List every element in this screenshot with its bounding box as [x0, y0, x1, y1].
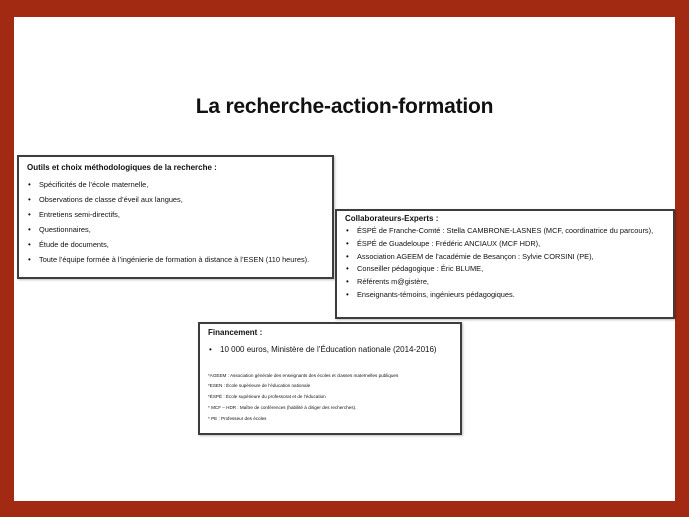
- funding-heading: Financement :: [208, 328, 263, 337]
- list-item: • Étude de documents,: [27, 240, 324, 250]
- footnotes: [208, 373, 452, 422]
- list-item: • Entretiens semi-directifs,: [27, 210, 324, 220]
- collaborators-heading: Collaborateurs-Experts :: [345, 214, 439, 223]
- list-item: • Questionnaires,: [27, 225, 324, 235]
- list-item: • Référents m@gistère,: [345, 277, 665, 287]
- list-item: • Enseignants-témoins, ingénieurs pédagogiques.: [345, 290, 665, 300]
- list-item: • Toute l’équipe formée à l’ingénierie de formation à distance à l’ESEN (110 heures).: [27, 255, 324, 265]
- collaborators-box: [335, 209, 675, 319]
- footnote: * MCF – HDR : Maître de conférences (habilité à diriger des recherches).: [208, 404, 357, 410]
- tools-methods-heading: Outils et choix méthodologiques de la recherche :: [27, 163, 217, 172]
- footnote: *ESEN : École supérieure de l’éducation nationale: [208, 383, 311, 389]
- slide-title: La recherche-action-formation: [195, 95, 494, 118]
- tools-methods-list: [27, 180, 324, 265]
- list-item: • 10 000 euros, Ministère de l’Éducation nationale (2014-2016): [208, 345, 452, 355]
- funding-box: [198, 322, 462, 435]
- tools-methods-box: [17, 155, 334, 279]
- list-item: • ÉSPÉ de Guadeloupe : Frédéric ANCIAUX (MCF HDR),: [345, 239, 665, 249]
- footnote: *ÉSPÉ : École supérieure du professorat et de l’éducation: [208, 394, 326, 400]
- list-item: • Spécificités de l’école maternelle,: [27, 180, 324, 190]
- list-item: • Observations de classe d’éveil aux langues,: [27, 195, 324, 205]
- slide: [14, 17, 675, 501]
- footnote: * PE : Professeur des écoles: [208, 415, 267, 421]
- footnote: *AGEEM : Association générale des enseignants des écoles et classes maternelles publiques: [208, 372, 399, 378]
- list-item: • Association AGEEM de l’académie de Besançon : Sylvie CORSINI (PE),: [345, 252, 665, 262]
- list-item: • ÉSPÉ de Franche-Comté : Stella CAMBRONE-LASNES (MCF, coordinatrice du parcours),: [345, 226, 665, 236]
- collaborators-list: [345, 226, 665, 299]
- list-item: • Conseiller pédagogique : Éric BLUME,: [345, 264, 665, 274]
- funding-list: [208, 345, 452, 355]
